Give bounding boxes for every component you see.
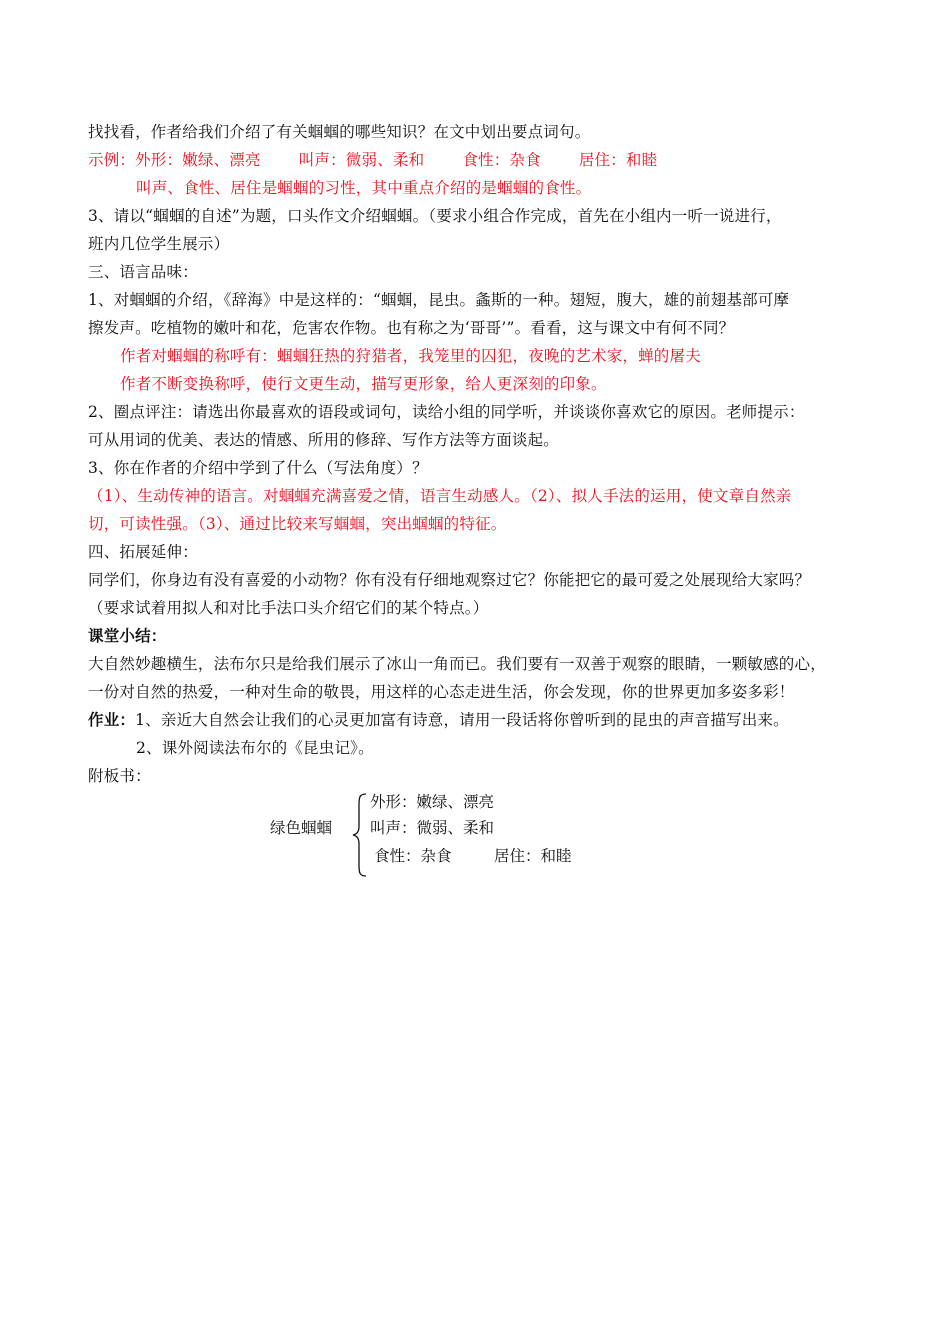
text-line: 3、你在作者的介绍中学到了什么（写法角度）？ [88, 459, 428, 477]
blackboard-diagram [270, 792, 610, 882]
text-line: 同学们，你身边有没有喜爱的小动物？你有没有仔细地观察过它？你能把它的最可爱之处展现给大家吗？ [88, 571, 811, 589]
text-line: 可从用词的优美、表达的情感、所用的修辞、写作方法等方面谈起。 [88, 431, 560, 449]
homework-item-1: 1、亲近大自然会让我们的心灵更加富有诗意，请用一段话将你曾听到的昆虫的声音描写出来。 [135, 711, 789, 729]
text-line: 擦发声。吃植物的嫩叶和花，危害农作物。也有称之为‘哥哥’”。看看，这与课文中有何不同？ [88, 319, 735, 337]
example-appearance: 示例：外形：嫩绿、漂亮 [88, 151, 261, 169]
board-item-appearance: 外形：嫩绿、漂亮 [370, 793, 495, 811]
section-heading: 四、拓展延伸： [88, 543, 198, 561]
example-line [88, 150, 657, 170]
text-line: 1、对蝈蝈的介绍，《辞海》中是这样的：“蝈蝈，昆虫。螽斯的一种。翅短，腹大，雄的前翅基部可摩 [88, 291, 790, 309]
section-heading: 三、语言品味： [88, 263, 198, 281]
example-living: 居住：和睦 [578, 151, 658, 169]
answer-line: 切，可读性强。（3）、通过比较来写蝈蝈，突出蝈蝈的特征。 [88, 515, 507, 533]
answer-line: 作者不断变换称呼，使行文更生动，描写更形象，给人更深刻的印象。 [120, 375, 607, 393]
answer-line: 叫声、食性、居住是蝈蝈的习性，其中重点介绍的是蝈蝈的食性。 [136, 179, 592, 197]
example-diet: 食性：杂食 [462, 151, 541, 169]
answer-line: （1）、生动传神的语言。对蝈蝈充满喜爱之情，语言生动感人。（2）、拟人手法的运用，使文章自然亲 [88, 487, 792, 505]
text-line: 班内几位学生展示） [88, 235, 230, 253]
homework-line [88, 710, 789, 730]
left-brace-icon [350, 792, 370, 878]
text-line: 一份对自然的热爱，一种对生命的敬畏，用这样的心态走进生活，你会发现，你的世界更加多姿多彩！ [88, 683, 795, 701]
board-title: 绿色蝈蝈 [270, 819, 333, 837]
text-line: 大自然妙趣横生，法布尔只是给我们展示了冰山一角而已。我们要有一双善于观察的眼睛，一颗敏感的心， [88, 655, 826, 673]
text-line: 2、圈点评注：请选出你最喜欢的语段或词句，读给小组的同学听，并谈谈你喜欢它的原因。老师提示： [88, 403, 805, 421]
text-line: （要求试着用拟人和对比手法口头介绍它们的某个特点。） [88, 599, 489, 617]
answer-line: 作者对蝈蝈的称呼有：蝈蝈狂热的狩猎者，我笼里的囚犯，夜晚的艺术家，蝉的屠夫 [120, 347, 701, 365]
board-item-sound: 叫声：微弱、柔和 [370, 819, 495, 837]
board-item-diet: 食性：杂食 [374, 847, 452, 865]
board-item-living: 居住：和睦 [494, 847, 572, 865]
text-line: 3、请以“蝈蝈的自述”为题，口头作文介绍蝈蝈。（要求小组合作完成，首先在小组内一听一说进行， [88, 207, 782, 225]
board-heading: 附板书： [88, 767, 151, 785]
text-line: 找找看，作者给我们介绍了有关蝈蝈的哪些知识？在文中划出要点词句。 [88, 123, 591, 141]
homework-label: 作业： [88, 710, 136, 729]
summary-heading: 课堂小结： [88, 626, 167, 645]
homework-item-2: 2、课外阅读法布尔的《昆虫记》。 [136, 739, 374, 757]
example-sound: 叫声：微弱、柔和 [298, 151, 425, 169]
